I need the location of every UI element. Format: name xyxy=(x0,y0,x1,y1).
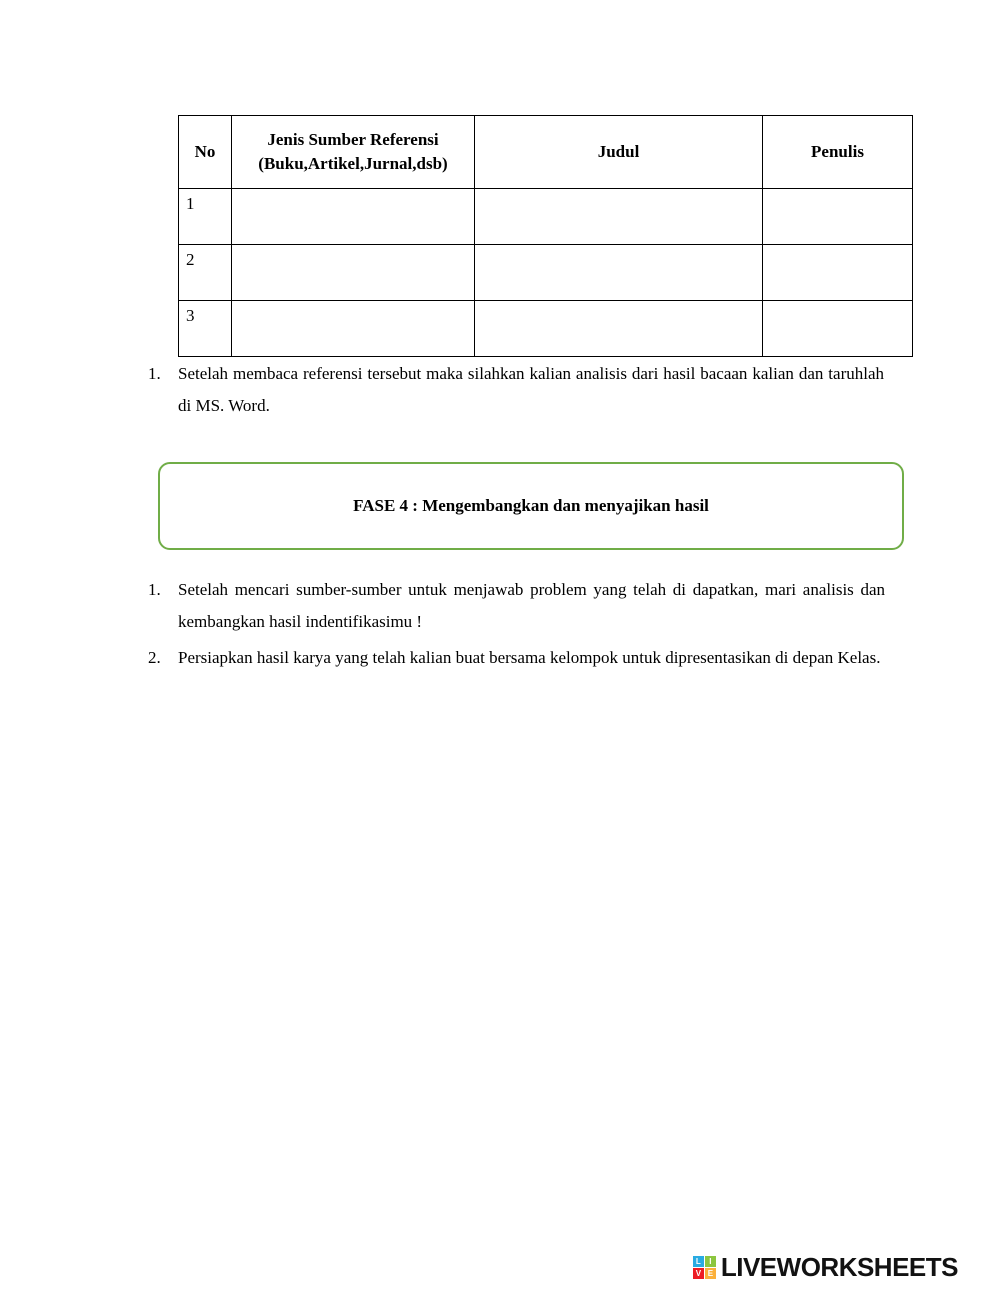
header-judul: Judul xyxy=(475,116,763,189)
header-jenis-line2: (Buku,Artikel,Jurnal,dsb) xyxy=(258,154,448,173)
header-penulis: Penulis xyxy=(763,116,913,189)
table-row xyxy=(179,245,913,301)
list-number: 1. xyxy=(148,580,161,599)
header-jenis-line1: Jenis Sumber Referensi xyxy=(267,130,439,149)
header-no: No xyxy=(179,116,232,189)
cell-jenis xyxy=(232,301,475,357)
cell-penulis xyxy=(763,301,913,357)
cell-penulis xyxy=(763,189,913,245)
table-header-row xyxy=(179,116,913,189)
row-number: 3 xyxy=(179,301,232,357)
list-item-text: Setelah mencari sumber-sumber untuk menjawab problem yang telah di dapatkan, mari analisis dan kembangkan hasil indentifikasimu ! xyxy=(178,580,885,631)
instruction-top xyxy=(148,358,884,422)
row-number: 1 xyxy=(179,189,232,245)
instructions-list xyxy=(148,574,885,678)
row-number: 2 xyxy=(179,245,232,301)
liveworksheets-wordmark: LIVEWORKSHEETS xyxy=(720,1252,958,1282)
cell-judul xyxy=(475,189,763,245)
header-jenis xyxy=(232,116,475,189)
liveworksheets-logo-icon xyxy=(693,1256,716,1279)
list-number: 1. xyxy=(148,364,161,383)
fase-4-box xyxy=(158,462,904,550)
instruction-top-text: Setelah membaca referensi tersebut maka silahkan kalian analisis dari hasil bacaan kalian dan taruhlah di MS. Word. xyxy=(178,364,884,415)
logo-letter-v: V xyxy=(693,1268,704,1279)
logo-letter-i: I xyxy=(705,1256,716,1267)
cell-judul xyxy=(475,245,763,301)
cell-jenis xyxy=(232,245,475,301)
table-row xyxy=(179,301,913,357)
cell-judul xyxy=(475,301,763,357)
list-item xyxy=(148,574,885,638)
cell-penulis xyxy=(763,245,913,301)
cell-jenis xyxy=(232,189,475,245)
logo-letter-e: E xyxy=(705,1268,716,1279)
fase-4-title: FASE 4 : Mengembangkan dan menyajikan hasil xyxy=(353,496,709,515)
list-item xyxy=(148,642,885,674)
table-row xyxy=(179,189,913,245)
reference-table xyxy=(178,115,913,357)
liveworksheets-footer xyxy=(693,1252,958,1283)
list-number: 2. xyxy=(148,648,161,667)
list-item-text: Persiapkan hasil karya yang telah kalian buat bersama kelompok untuk dipresentasikan di depan Kelas. xyxy=(178,648,881,667)
logo-letter-l: L xyxy=(693,1256,704,1267)
